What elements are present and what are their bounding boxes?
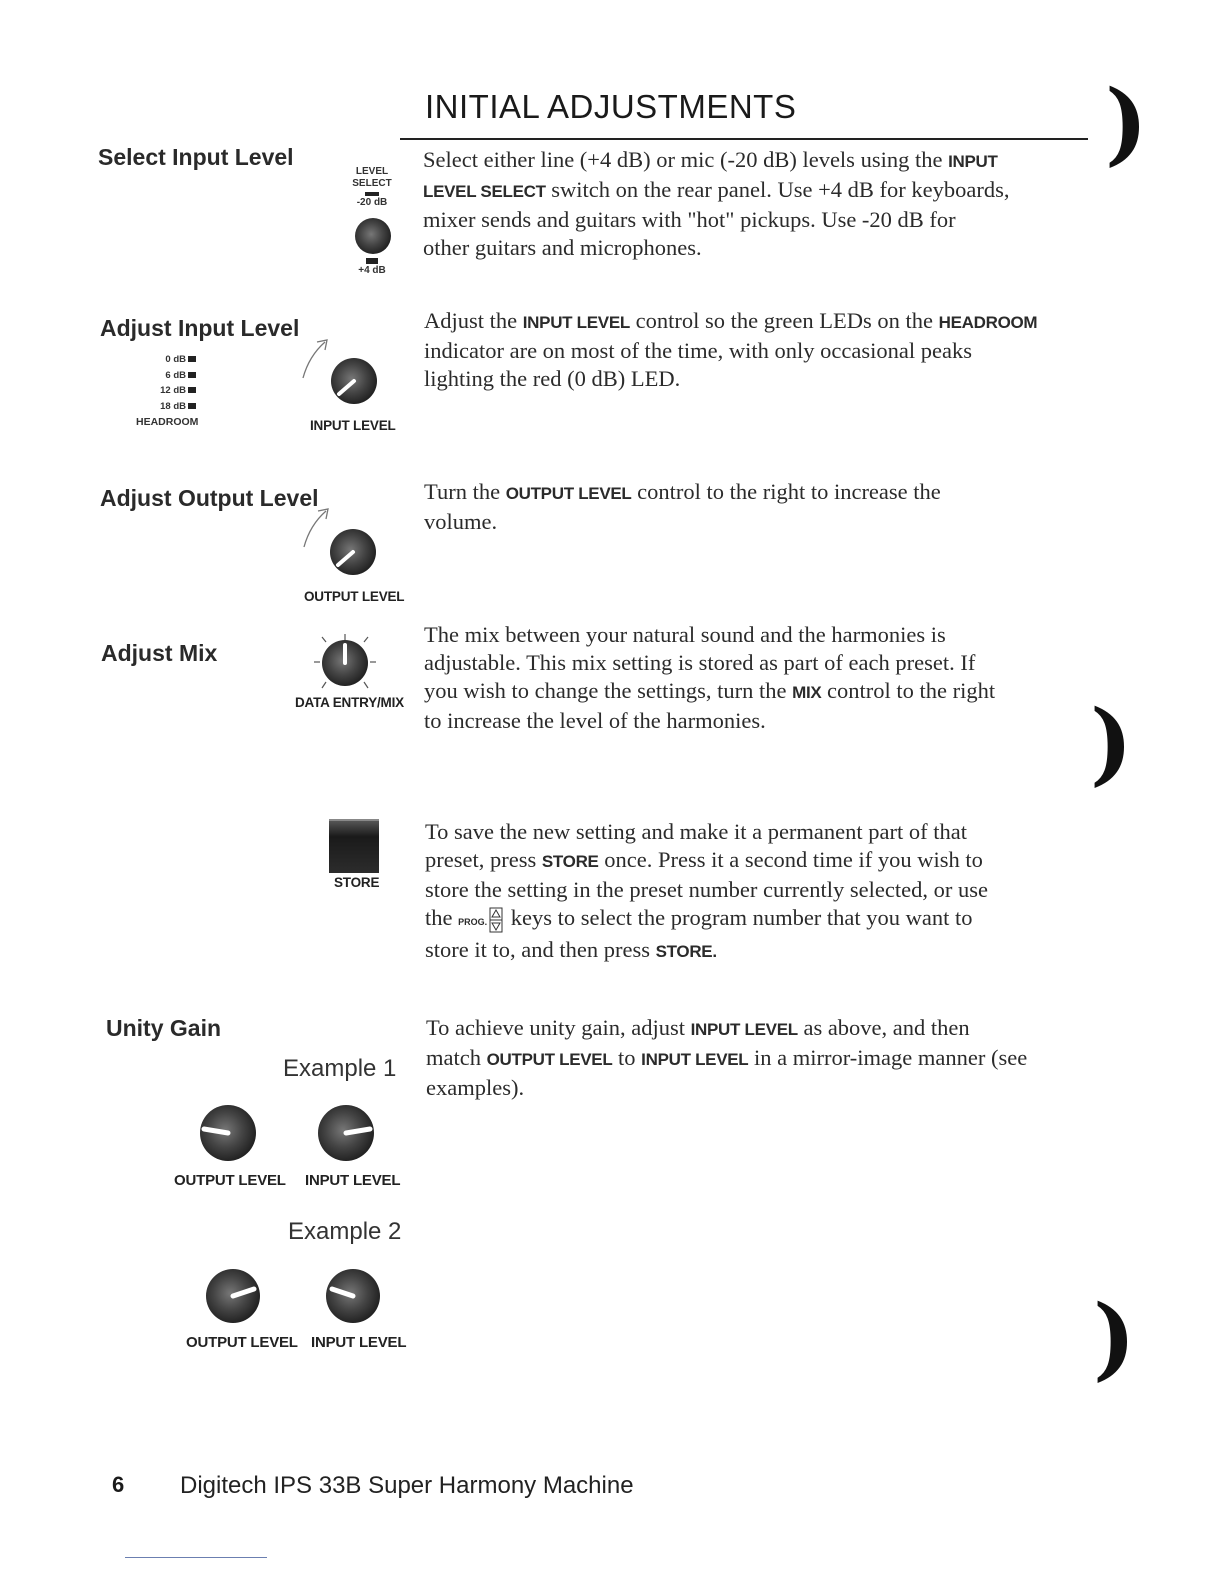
kw-store-2: STORE. (655, 942, 717, 961)
kw-mix: MIX (792, 683, 822, 702)
switch-label-line1: LEVEL (355, 166, 389, 177)
example-1-label: Example 1 (283, 1055, 397, 1082)
heading-adjust-input-level: Adjust Input Level (100, 315, 300, 341)
input-level-label: INPUT LEVEL (310, 418, 396, 433)
led-0db: 0 dB (136, 352, 196, 368)
level-select-switch-diagram (350, 166, 394, 209)
paragraph-adjust-mix: The mix between your natural sound and the harmonies is adjustable. This mix setting is stored as part of each preset. If you wish to change the settings, turn the MIX control to the right to increase the level of the harmonies. (424, 622, 996, 733)
example2-input-pointer (326, 1269, 380, 1323)
store-button-diagram (329, 819, 379, 873)
example1-input-pointer (318, 1105, 374, 1161)
level-select-switch-knob (355, 218, 391, 254)
example1-output-label: OUTPUT LEVEL (174, 1172, 286, 1189)
example2-output-label: OUTPUT LEVEL (186, 1334, 298, 1351)
kw-headroom: HEADROOM (938, 313, 1038, 332)
heading-select-input-level: Select Input Level (98, 144, 294, 170)
example1-input-label: INPUT LEVEL (305, 1172, 401, 1189)
mix-knob-pointer (322, 640, 368, 686)
page-number: 6 (112, 1472, 125, 1497)
kw-input-level-unity: INPUT LEVEL (690, 1020, 798, 1039)
example1-output-pointer (200, 1105, 256, 1161)
switch-label-plus4: +4 dB (358, 265, 386, 276)
kw-store: STORE (541, 852, 599, 871)
data-entry-mix-label: DATA ENTRY/MIX (295, 695, 404, 710)
switch-label-line2: SELECT (352, 178, 392, 189)
input-level-knob-pointer (331, 358, 377, 404)
paragraph-store: To save the new setting and make it a permanent part of that preset, press STORE once. Press it a second time if you wish to store the setting in the preset number currently selected, or use the PROG. keys to select the program number that you want to store it to, and then press STORE. (425, 819, 988, 962)
led-18db: 18 dB (136, 399, 196, 415)
kw-output-level: OUTPUT LEVEL (505, 484, 632, 503)
example2-input-label: INPUT LEVEL (311, 1334, 407, 1351)
title-rule (400, 138, 1088, 140)
output-level-knob-pointer (330, 529, 376, 575)
rotate-arrow-icon (295, 338, 335, 383)
heading-adjust-output-level: Adjust Output Level (100, 485, 319, 511)
switch-label-minus20: -20 dB (356, 197, 388, 208)
store-label: STORE (334, 875, 380, 890)
prog-up-down-keys-icon (489, 907, 503, 933)
switch-indicator-top (365, 192, 379, 196)
kw-prog: PROG. (458, 917, 488, 927)
paragraph-adjust-input: Adjust the INPUT LEVEL control so the green LEDs on the HEADROOM indicator are on most of the time, with only occasional peaks lighting the red (0 dB) LED. (424, 308, 1038, 391)
kw-level-select: LEVEL SELECT (423, 182, 546, 201)
binding-mark-top: ) (1105, 70, 1148, 176)
example-2-label: Example 2 (288, 1218, 402, 1245)
heading-unity-gain: Unity Gain (106, 1015, 222, 1041)
kw-output-level-unity: OUTPUT LEVEL (486, 1050, 613, 1069)
led-6db: 6 dB (136, 368, 196, 384)
paragraph-unity-gain: To achieve unity gain, adjust INPUT LEVEL as above, and then match OUTPUT LEVEL to INPUT LEVEL in a mirror-image manner (see examples). (426, 1015, 1028, 1100)
example2-output-pointer (206, 1269, 260, 1323)
led-12db: 12 dB (136, 383, 196, 399)
heading-adjust-mix: Adjust Mix (101, 640, 218, 666)
output-level-label: OUTPUT LEVEL (304, 589, 405, 604)
headroom-label: HEADROOM (136, 416, 199, 428)
binding-mark-middle: ) (1090, 690, 1133, 796)
binding-mark-bottom: ) (1093, 1285, 1136, 1391)
page-title: INITIAL ADJUSTMENTS (425, 88, 797, 125)
kw-input-level: INPUT LEVEL (522, 313, 630, 332)
footer-rule (125, 1557, 267, 1558)
footer-title: Digitech IPS 33B Super Harmony Machine (180, 1472, 634, 1499)
paragraph-select-input: Select either line (+4 dB) or mic (-20 dB) levels using the INPUT LEVEL SELECT switch on the rear panel. Use +4 dB for keyboards, mixer sends and guitars with "hot" pickups. Use -20 dB for other guitars and microphones. (423, 147, 1010, 260)
headroom-led-meter (136, 352, 196, 414)
switch-bottom (350, 258, 394, 277)
paragraph-adjust-output: Turn the OUTPUT LEVEL control to the right to increase the volume. (424, 479, 941, 534)
switch-indicator-bottom (366, 258, 378, 264)
kw-input-level-unity-2: INPUT LEVEL (641, 1050, 749, 1069)
kw-input: INPUT (948, 152, 998, 171)
